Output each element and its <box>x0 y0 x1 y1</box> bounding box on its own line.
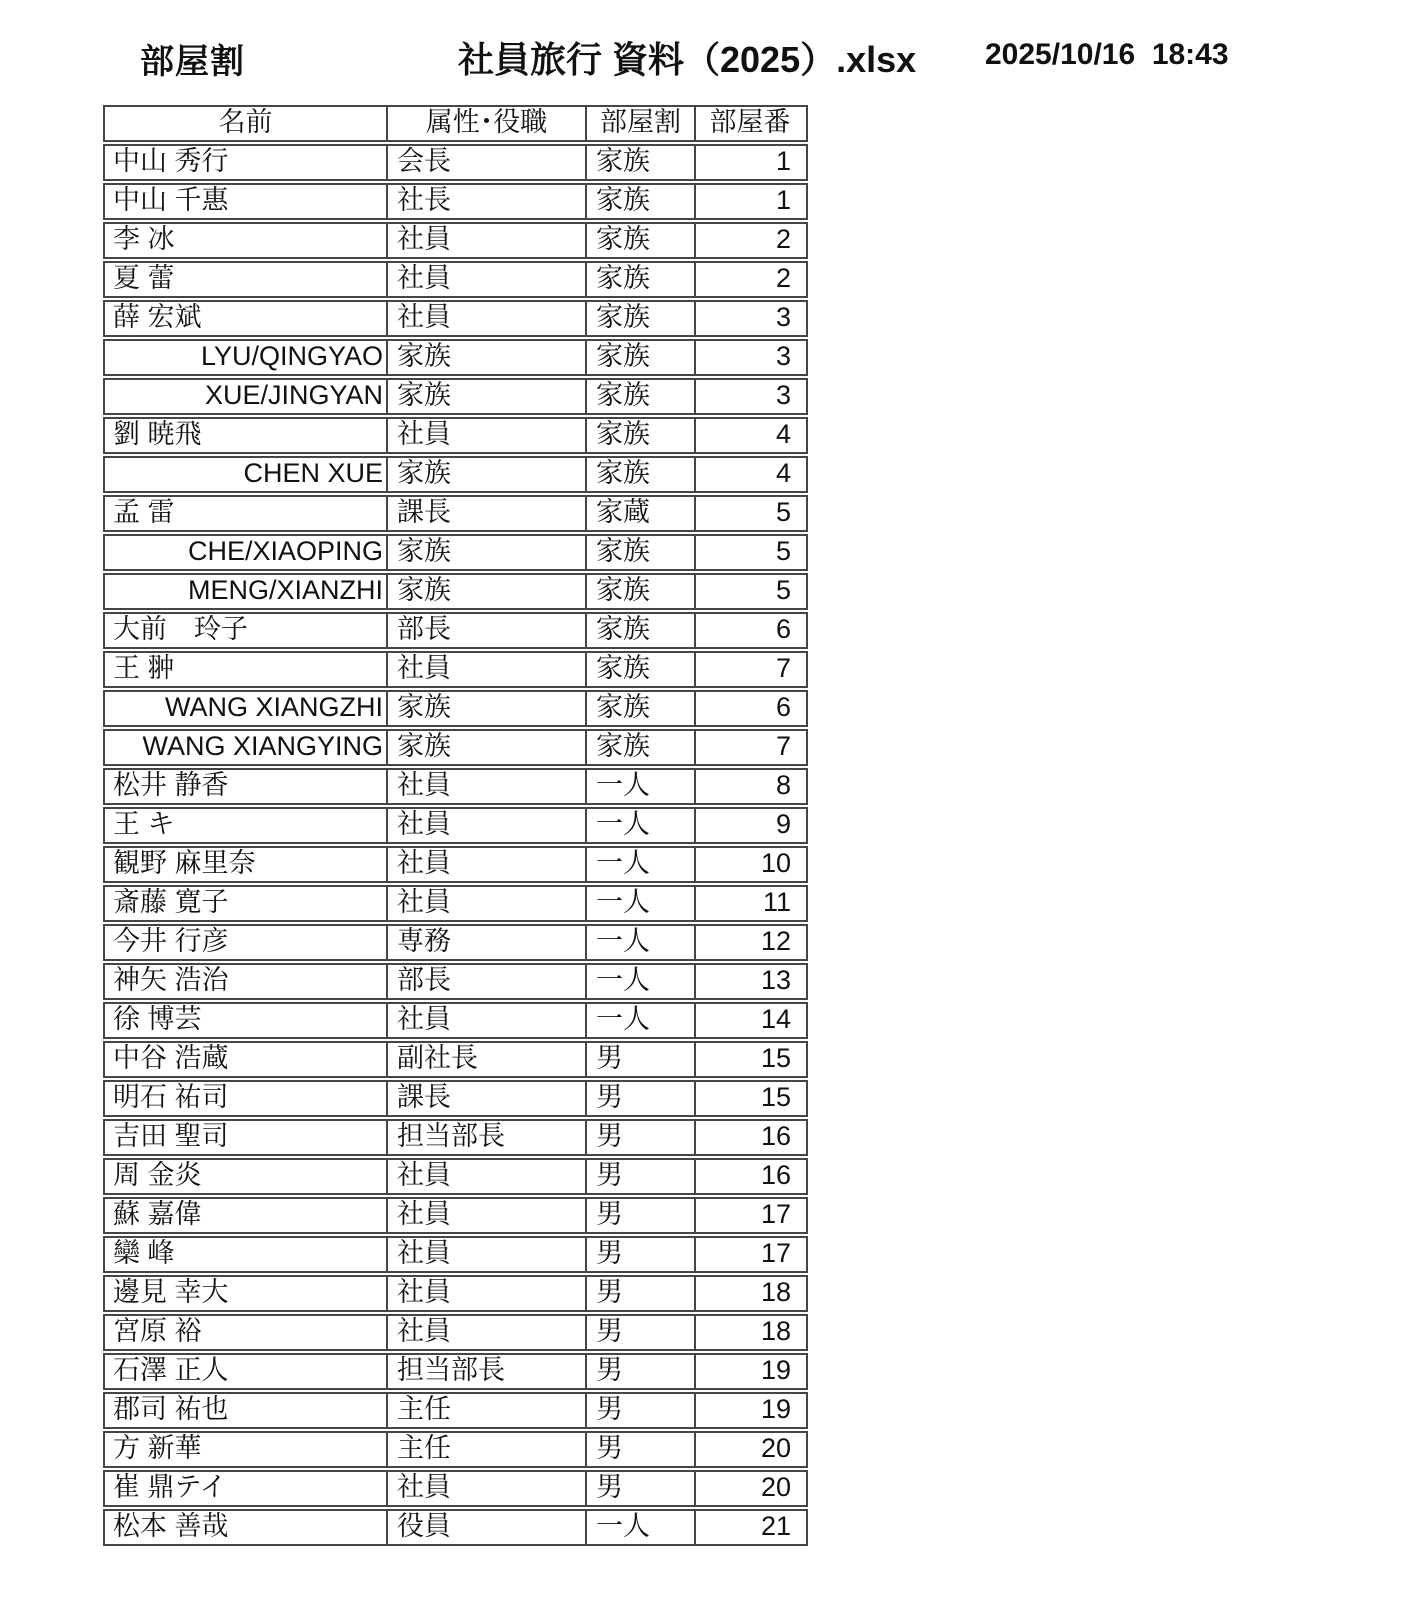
cell-role: 副社長 <box>388 1043 587 1076</box>
table-row <box>103 651 808 688</box>
cell-role: 社員 <box>388 848 587 881</box>
column-header-role: 属性･役職 <box>388 107 587 140</box>
cell-name: 周 金炎 <box>105 1160 388 1193</box>
cell-name: 徐 博芸 <box>105 1004 388 1037</box>
table-row <box>103 1080 808 1117</box>
cell-room: 16 <box>760 1160 791 1190</box>
cell-room: 2 <box>775 263 791 293</box>
table-row <box>103 924 808 961</box>
cell-group: 家族 <box>587 575 696 608</box>
cell-room: 2 <box>775 224 791 254</box>
cell-name: 大前 玲子 <box>105 614 388 647</box>
table-row <box>103 534 808 571</box>
cell-name: WANG XIANGYING <box>105 731 388 764</box>
cell-role: 社員 <box>388 1199 587 1232</box>
table-row <box>103 144 808 181</box>
cell-name: 薛 宏斌 <box>105 302 388 335</box>
cell-group: 一人 <box>587 1004 696 1037</box>
cell-group: 家族 <box>587 341 696 374</box>
cell-group: 家族 <box>587 224 696 257</box>
cell-role: 社員 <box>388 302 587 335</box>
table-row <box>103 339 808 376</box>
cell-room: 6 <box>775 692 791 722</box>
cell-role: 課長 <box>388 1082 587 1115</box>
cell-name: 蘇 嘉偉 <box>105 1199 388 1232</box>
cell-role: 会長 <box>388 146 587 179</box>
cell-name: 邊見 幸大 <box>105 1277 388 1310</box>
cell-role: 家族 <box>388 341 587 374</box>
cell-role: 担当部長 <box>388 1121 587 1154</box>
cell-name: 孟 雷 <box>105 497 388 530</box>
cell-role: 部長 <box>388 965 587 998</box>
cell-room: 5 <box>775 575 791 605</box>
cell-role: 社員 <box>388 1238 587 1271</box>
cell-group: 家族 <box>587 536 696 569</box>
table-row <box>103 690 808 727</box>
cell-name: 中山 秀行 <box>105 146 388 179</box>
cell-group: 男 <box>587 1277 696 1310</box>
cell-group: 家族 <box>587 653 696 686</box>
cell-room: 1 <box>775 146 791 176</box>
cell-group: 一人 <box>587 770 696 803</box>
cell-group: 一人 <box>587 926 696 959</box>
cell-name: 劉 暁飛 <box>105 419 388 452</box>
table-row <box>103 807 808 844</box>
cell-name: 松本 善哉 <box>105 1511 388 1544</box>
cell-role: 家族 <box>388 731 587 764</box>
cell-name: 観野 麻里奈 <box>105 848 388 881</box>
cell-room: 11 <box>762 887 791 917</box>
cell-role: 社員 <box>388 770 587 803</box>
cell-group: 家族 <box>587 614 696 647</box>
cell-room: 7 <box>775 653 791 683</box>
cell-name: 崔 鼎テイ <box>105 1472 388 1505</box>
cell-name: 中谷 浩蔵 <box>105 1043 388 1076</box>
cell-name: 王 キ <box>105 809 388 842</box>
table-row <box>103 495 808 532</box>
cell-name: 吉田 聖司 <box>105 1121 388 1154</box>
table-row <box>103 1314 808 1351</box>
cell-name: 夏 蕾 <box>105 263 388 296</box>
table-row <box>103 1236 808 1273</box>
cell-role: 社長 <box>388 185 587 218</box>
cell-room: 15 <box>760 1082 791 1112</box>
column-header-group: 部屋割 <box>587 107 696 140</box>
cell-name: 王 翀 <box>105 653 388 686</box>
cell-role: 家族 <box>388 575 587 608</box>
cell-room: 16 <box>760 1121 791 1151</box>
table-row <box>103 1392 808 1429</box>
cell-room: 5 <box>775 536 791 566</box>
cell-role: 社員 <box>388 809 587 842</box>
table-row <box>103 183 808 220</box>
cell-group: 一人 <box>587 848 696 881</box>
cell-room: 18 <box>760 1277 791 1307</box>
cell-room: 4 <box>775 458 791 488</box>
table-row <box>103 1275 808 1312</box>
cell-room: 3 <box>775 341 791 371</box>
column-header-room: 部屋番 <box>709 107 791 137</box>
cell-role: 部長 <box>388 614 587 647</box>
table-row <box>103 1002 808 1039</box>
cell-room: 19 <box>760 1394 791 1424</box>
cell-group: 男 <box>587 1160 696 1193</box>
table-row <box>103 1158 808 1195</box>
cell-room: 8 <box>775 770 791 800</box>
cell-name: CHE/XIAOPING <box>105 536 388 569</box>
cell-room: 5 <box>775 497 791 527</box>
cell-room: 18 <box>760 1316 791 1346</box>
table-row <box>103 846 808 883</box>
cell-group: 一人 <box>587 965 696 998</box>
cell-group: 男 <box>587 1238 696 1271</box>
cell-group: 一人 <box>587 1511 696 1544</box>
table-row <box>103 573 808 610</box>
cell-role: 主任 <box>388 1433 587 1466</box>
cell-role: 社員 <box>388 1160 587 1193</box>
cell-group: 一人 <box>587 809 696 842</box>
cell-name: CHEN XUE <box>105 458 388 491</box>
cell-group: 家族 <box>587 302 696 335</box>
cell-room: 19 <box>760 1355 791 1385</box>
cell-room: 3 <box>775 302 791 332</box>
cell-name: 中山 千惠 <box>105 185 388 218</box>
table-row <box>103 222 808 259</box>
cell-room: 10 <box>760 848 791 878</box>
cell-room: 21 <box>760 1511 791 1541</box>
table-row <box>103 729 808 766</box>
cell-role: 社員 <box>388 1004 587 1037</box>
table-body <box>103 144 808 1546</box>
cell-room: 1 <box>775 185 791 215</box>
print-timestamp: 2025/10/16 18:43 <box>985 38 1229 71</box>
cell-group: 一人 <box>587 887 696 920</box>
cell-role: 課長 <box>388 497 587 530</box>
table-row <box>103 1353 808 1390</box>
table-row <box>103 1197 808 1234</box>
cell-room: 20 <box>760 1472 791 1502</box>
cell-name: 宮原 裕 <box>105 1316 388 1349</box>
cell-name: 松井 静香 <box>105 770 388 803</box>
table-row <box>103 378 808 415</box>
cell-role: 役員 <box>388 1511 587 1544</box>
cell-name: 李 冰 <box>105 224 388 257</box>
cell-room: 12 <box>760 926 791 956</box>
cell-role: 家族 <box>388 536 587 569</box>
cell-name: 明石 祐司 <box>105 1082 388 1115</box>
cell-group: 男 <box>587 1121 696 1154</box>
cell-name: MENG/XIANZHI <box>105 575 388 608</box>
cell-role: 社員 <box>388 419 587 452</box>
cell-room: 7 <box>775 731 791 761</box>
table-row <box>103 612 808 649</box>
cell-role: 専務 <box>388 926 587 959</box>
cell-group: 男 <box>587 1394 696 1427</box>
cell-name: 欒 峰 <box>105 1238 388 1271</box>
cell-group: 家族 <box>587 692 696 725</box>
table-row <box>103 1041 808 1078</box>
cell-group: 男 <box>587 1316 696 1349</box>
cell-room: 17 <box>760 1199 791 1229</box>
cell-group: 家族 <box>587 263 696 296</box>
cell-name: 石澤 正人 <box>105 1355 388 1388</box>
cell-name: WANG XIANGZHI <box>105 692 388 725</box>
cell-group: 家族 <box>587 731 696 764</box>
column-header-name: 名前 <box>105 107 388 140</box>
table-row <box>103 885 808 922</box>
file-title: 社員旅行 資料（2025）.xlsx <box>458 39 917 80</box>
cell-room: 20 <box>760 1433 791 1463</box>
cell-room: 13 <box>760 965 791 995</box>
cell-role: 社員 <box>388 1316 587 1349</box>
cell-group: 男 <box>587 1433 696 1466</box>
table-row <box>103 417 808 454</box>
cell-group: 家族 <box>587 185 696 218</box>
cell-group: 家族 <box>587 380 696 413</box>
cell-role: 主任 <box>388 1394 587 1427</box>
cell-role: 家族 <box>388 458 587 491</box>
cell-role: 社員 <box>388 887 587 920</box>
cell-name: 郡司 祐也 <box>105 1394 388 1427</box>
cell-group: 男 <box>587 1043 696 1076</box>
cell-role: 家族 <box>388 380 587 413</box>
cell-group: 男 <box>587 1199 696 1232</box>
cell-name: 斎藤 寛子 <box>105 887 388 920</box>
cell-room: 6 <box>775 614 791 644</box>
cell-name: XUE/JINGYAN <box>105 380 388 413</box>
table-row <box>103 300 808 337</box>
cell-role: 家族 <box>388 692 587 725</box>
table-row <box>103 456 808 493</box>
cell-room: 15 <box>760 1043 791 1073</box>
cell-group: 男 <box>587 1355 696 1388</box>
cell-role: 担当部長 <box>388 1355 587 1388</box>
cell-name: LYU/QINGYAO <box>105 341 388 374</box>
table-header-row <box>103 105 808 142</box>
cell-room: 17 <box>760 1238 791 1268</box>
cell-room: 4 <box>775 419 791 449</box>
table-row <box>103 1431 808 1468</box>
room-assignment-table <box>103 105 808 1548</box>
table-row <box>103 963 808 1000</box>
table-row <box>103 1509 808 1546</box>
cell-room: 3 <box>775 380 791 410</box>
cell-room: 9 <box>775 809 791 839</box>
table-row <box>103 1119 808 1156</box>
cell-role: 社員 <box>388 1472 587 1505</box>
table-row <box>103 261 808 298</box>
table-row <box>103 1470 808 1507</box>
cell-name: 神矢 浩治 <box>105 965 388 998</box>
cell-name: 方 新華 <box>105 1433 388 1466</box>
cell-role: 社員 <box>388 653 587 686</box>
cell-role: 社員 <box>388 224 587 257</box>
cell-role: 社員 <box>388 1277 587 1310</box>
cell-room: 14 <box>760 1004 791 1034</box>
cell-group: 男 <box>587 1472 696 1505</box>
cell-group: 家蔵 <box>587 497 696 530</box>
cell-name: 今井 行彦 <box>105 926 388 959</box>
cell-group: 男 <box>587 1082 696 1115</box>
cell-group: 家族 <box>587 146 696 179</box>
cell-group: 家族 <box>587 458 696 491</box>
cell-group: 家族 <box>587 419 696 452</box>
cell-role: 社員 <box>388 263 587 296</box>
table-row <box>103 768 808 805</box>
sheet-title: 部屋割 <box>140 43 245 81</box>
